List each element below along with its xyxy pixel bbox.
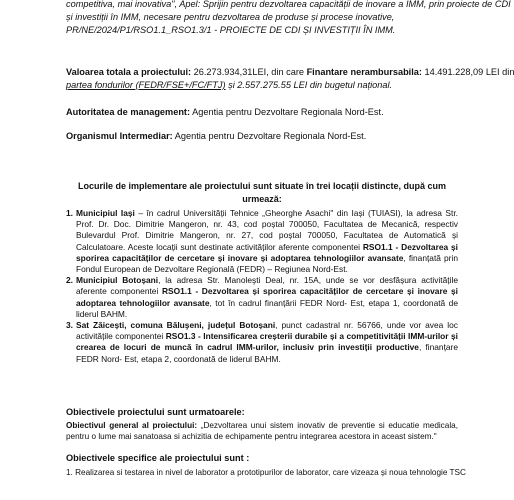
location-text: , la adresa Str. Manoleşti Deal, nr. 15A, unde se vor desfășura activitățile aferente componentei [76, 275, 458, 297]
management-label: Autoritatea de management: [66, 107, 191, 117]
specific-objective-1: 1. Realizarea si testarea in nivel de laborator a prototipurilor de laborator, care vizeaza și noua tehnologie TSC [66, 468, 466, 478]
management-authority [66, 106, 458, 119]
call-line-2: și investiții în IMM, necesare pentru dezvoltarea de produse și procese inovative, [66, 12, 395, 22]
location-title: Sat Zăicești, comuna Băluşeni, județul Botoșani [76, 320, 276, 331]
locations-heading: Locurile de implementare ale proiectului sunt situate în trei locații distincte, după cum urmează: [77, 181, 447, 204]
location-funding: , tot în cadrul finanțării FEDR Nord- Est, etapa 1, coordonată de liderul BAHM. [76, 297, 458, 319]
total-value: 26.273.934,31LEI, din care [193, 67, 304, 77]
general-objective-label: Obiectivul general al proiectului: [66, 421, 198, 430]
location-component: RSO1.3 - Intensificarea creșterii durabile și a competitivității IMM-urilor și crearea de locuri de muncă în cadrul IMM-urilor, inclusiv prin investiții productive [76, 331, 458, 353]
locations-list [66, 208, 458, 365]
location-title: Municipiul Iași [76, 208, 135, 218]
location-number: 1. [66, 208, 73, 218]
total-value-label: Valoarea totala a proiectului: [66, 67, 192, 77]
location-component: RSO1.1 - Dezvoltarea și sporirea capacităților de cercetare și inovare și adoptarea tehnologiilor avansate [76, 286, 458, 308]
intermediate-label: Organismul Intermediar: [66, 131, 173, 141]
location-number: 3. [66, 320, 73, 331]
location-number: 2. [66, 275, 73, 286]
specific-objectives-heading: Obiectivele specifice ale proiectului sunt : [66, 453, 250, 464]
location-title: Municipiul Botoșani [76, 275, 159, 286]
location-item [66, 208, 458, 275]
project-value [66, 66, 514, 92]
location-text: , punct cadastral nr. 56766, unde vor avea loc activitățile componentei [76, 320, 458, 342]
call-line-3: PR/NE/2024/P1/RSO1.1_RSO1.3/1 - PROIECTE DE CDI ȘI INVESTIȚII ÎN IMM. [66, 25, 396, 35]
call-description [66, 0, 511, 37]
call-line-1: competitiva, mai inovativa", Apel: Sprijin pentru dezvoltarea capacității de inovare a IMM, prin proiecte de CDI [66, 0, 511, 9]
location-item [66, 320, 458, 365]
location-text: – în cadrul Universității Tehnice „Gheorghe Asachi" din Iași (TUIASI), la adresa Str. Prof. Dr. Doc. Dimitrie Mangeron, nr. 43, cod poștal 700050, Facultatea de Mecanică, respectiv Bulevardul Prof. Dimitrie Mangeron, nr. 27, cod poștal 700050, Facultatea de Automatică și Calculatoare. Aceste locații sunt destinate activităților aferente componentei [76, 208, 458, 252]
national-budget: și 2.557.275.55 LEI din bugetul național. [228, 80, 393, 90]
location-funding: , finanțată prin Fondul European de Dezvoltare Regională (FEDR) – Regiunea Nord-Est. [76, 252, 458, 275]
general-objective-text: „Dezvoltarea unui sistem inovativ de preventie si educatie medicala, pentru o lume mai sanatoasa si achizitia de echipamente pentru integrarea acestora in aceast sistem." [66, 421, 458, 441]
non-refundable-value: 14.491.228,09 LEI din [424, 67, 514, 77]
location-funding: , finanțare FEDR Nord- Est, etapa 2, coordonată de liderul BAHM. [76, 342, 459, 364]
objectives-heading: Obiectivele proiectului sunt urmatoarele: [66, 407, 245, 417]
location-component: RSO1.1 - Dezvoltarea și sporirea capacităților de cercetare și inovare și adoptarea tehnologiilor avansate [76, 241, 458, 263]
location-item [66, 275, 458, 320]
intermediate-value: Agentia pentru Dezvoltare Regionala Nord-Est. [174, 131, 367, 141]
intermediate-body [66, 130, 458, 143]
objectives-section [66, 406, 466, 479]
non-refundable-label: Finantare nerambursabila: [306, 67, 422, 77]
funds-source: partea fondurilor (FEDR/FSE+/FC/FTJ) [66, 80, 226, 90]
management-value: Agentia pentru Dezvoltare Regionala Nord-Est. [192, 107, 384, 117]
